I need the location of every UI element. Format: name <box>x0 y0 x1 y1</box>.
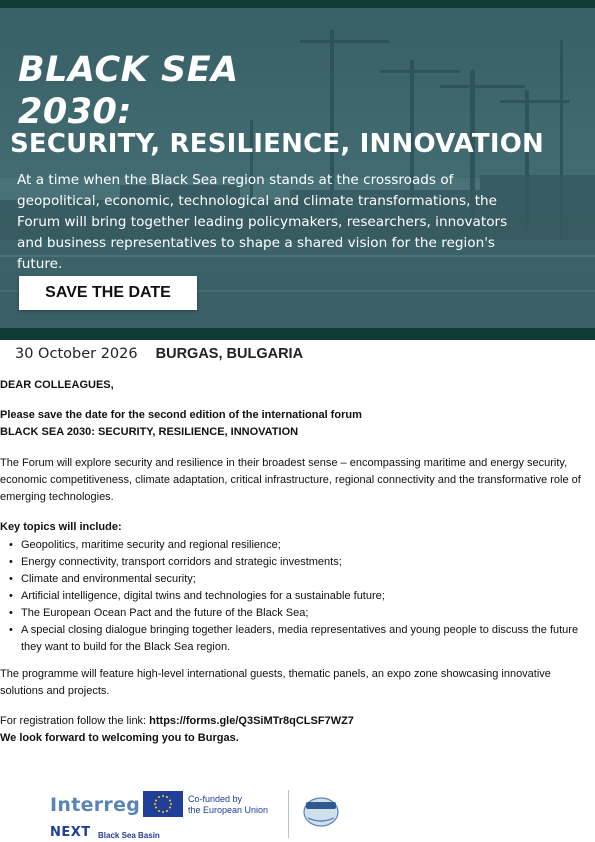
next-logo: NEXT <box>50 825 91 840</box>
bullet-icon: • <box>9 539 13 551</box>
topic-text: Geopolitics, maritime security and regional resilience; <box>21 539 281 551</box>
interreg-logo: Interreg <box>50 794 141 816</box>
save-date-line: Please save the date for the second edition of the international forum <box>0 409 362 421</box>
sponsor-logos <box>0 780 595 842</box>
event-subtitle: SECURITY, RESILIENCE, INNOVATION <box>10 129 545 159</box>
logo-divider <box>288 790 289 838</box>
bullet-icon: • <box>9 556 13 568</box>
event-title-line1: BLACK SEA <box>18 50 239 90</box>
programme-description: The programme will feature high-level international guests, thematic panels, an expo zone showcasing innovative solutions and projects. <box>0 668 551 697</box>
hero-intro-text: At a time when the Black Sea region stands at the crossroads of geopolitical, economic, technological and climate transformations, the Forum will bring together leading policymakers, researchers, innovators and business representatives to shape a shared vision for the region's future. <box>17 172 508 272</box>
topic-text: Energy connectivity, transport corridors and strategic investments; <box>21 556 342 568</box>
list-item <box>0 571 585 588</box>
topics-list <box>0 537 585 656</box>
greeting: DEAR COLLEAGUES, <box>0 379 114 391</box>
event-location: BURGAS, BULGARIA <box>155 346 304 362</box>
eu-line1: Co-funded by <box>188 794 243 804</box>
list-item <box>0 605 585 622</box>
event-title-line2: 2030: <box>18 92 132 132</box>
eu-line2: the European Union <box>188 805 269 815</box>
bullet-icon: • <box>9 573 13 585</box>
bullet-icon: • <box>9 624 13 636</box>
event-date-location <box>15 346 303 362</box>
forum-name-line: BLACK SEA 2030: SECURITY, RESILIENCE, INNOVATION <box>0 426 299 438</box>
registration-link[interactable]: https://forms.gle/Q3SiMTr8qCLSF7WZ7 <box>149 715 354 727</box>
bullet-icon: • <box>9 607 13 619</box>
eu-flag-icon <box>143 791 183 817</box>
bullet-icon: • <box>9 590 13 602</box>
blue-oases-seal-icon <box>300 794 342 828</box>
list-item <box>0 537 585 554</box>
event-date: 30 October 2026 <box>15 346 138 362</box>
registration-line <box>0 713 585 730</box>
topic-text: Climate and environmental security; <box>21 573 196 585</box>
list-item <box>0 622 585 656</box>
hero-banner <box>0 0 595 340</box>
closing-line: We look forward to welcoming you to Burgas. <box>0 732 239 744</box>
topic-text: A special closing dialogue bringing together leaders, media representatives and young people to discuss the future they want to build for the Black Sea region. <box>21 624 579 653</box>
list-item <box>0 554 585 571</box>
topic-text: Artificial intelligence, digital twins and technologies for a sustainable future; <box>21 590 385 602</box>
list-item <box>0 588 585 605</box>
registration-label: For registration follow the link: <box>0 715 150 727</box>
forum-description: The Forum will explore security and resilience in their broadest sense – encompassing maritime and energy security, economic competitiveness, climate adaptation, critical infrastructure, regional connectivity and the transformative role of emerging technologies. <box>0 457 581 503</box>
save-the-date-button[interactable]: SAVE THE DATE <box>19 276 197 310</box>
eu-cofunded-text <box>188 794 268 816</box>
hero-bottom-band <box>0 328 595 340</box>
topic-text: The European Ocean Pact and the future of the Black Sea; <box>21 607 309 619</box>
topics-heading: Key topics will include: <box>0 521 122 533</box>
black-sea-basin-label: Black Sea Basin <box>98 831 160 840</box>
